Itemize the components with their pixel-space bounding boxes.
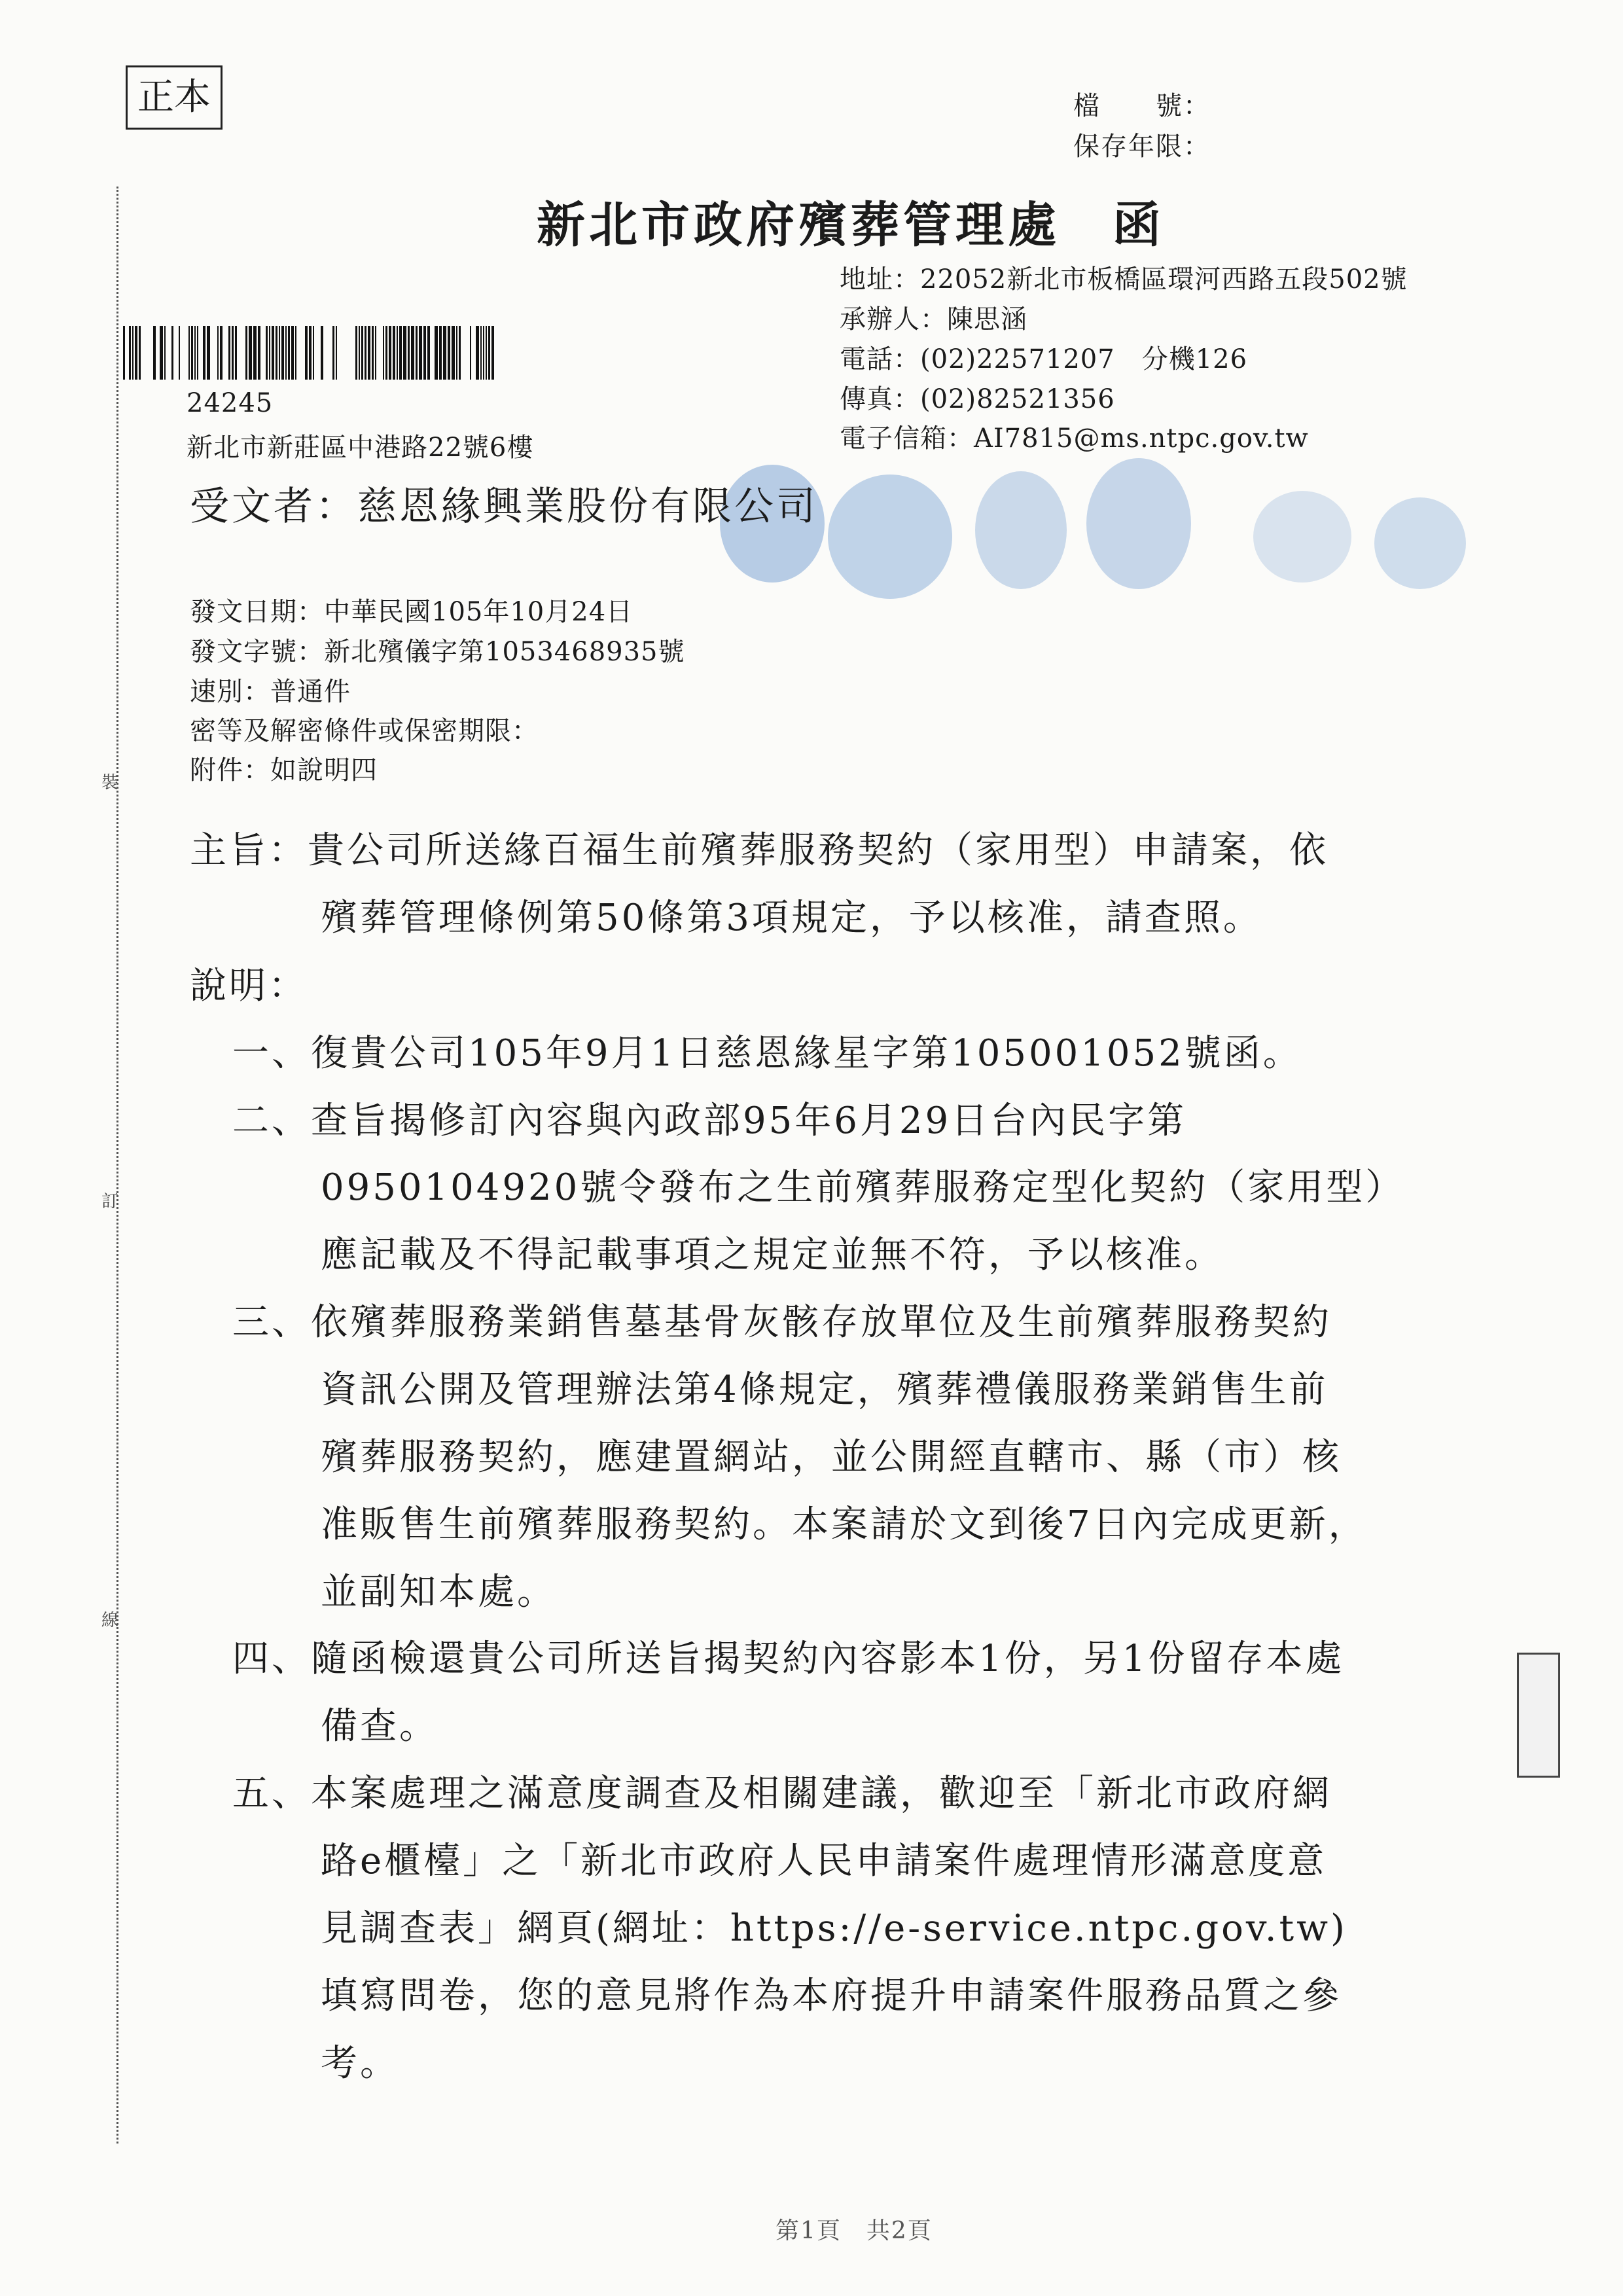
item-2-line-3: 應記載及不得記載事項之規定並無不符，予以核准。 [321,1234,1224,1276]
file-number-label: 檔 號： [1073,91,1211,121]
issue-date: 發文日期：中華民國105年10月24日 [190,597,633,627]
item-5-line-3: 見調查表」網頁(網址：https://e-service.ntpc.gov.tw) [321,1907,1347,1950]
item-5-line-2: 路e櫃檯」之「新北市政府人民申請案件處理情形滿意度意 [321,1840,1327,1882]
item-5-line-4: 填寫問卷，您的意見將作為本府提升申請案件服務品質之參 [321,1975,1342,2017]
item-4-line-2: 備查。 [321,1705,438,1748]
item-5-line-5: 考。 [321,2042,399,2085]
barcode [123,326,496,380]
side-seal-stamp [1517,1653,1560,1778]
document-title: 新北市政府殯葬管理處 函 [537,197,1165,253]
subject-line-2: 殯葬管理條例第50條第3項規定，予以核准，請查照。 [321,897,1262,939]
item-3-line-2: 資訊公開及管理辦法第4條規定，殯葬禮儀服務業銷售生前 [321,1369,1329,1411]
binding-line [116,187,118,2144]
fax-number: 傳真：(02)82521356 [840,384,1115,414]
page-number: 第1頁 共2頁 [776,2217,933,2244]
binding-mark-zhuang: 裝 [101,773,119,793]
recipient: 受文者：慈恩緣興業股份有限公司 [190,484,818,529]
item-3-line-4: 准販售生前殯葬服務契約。本案請於文到後7日內完成更新， [321,1503,1368,1546]
email-address: 電子信箱：AI7815@ms.ntpc.gov.tw [840,423,1309,454]
item-3-line-5: 並副知本處。 [321,1571,556,1613]
explanation-label: 說明： [190,965,308,1007]
binding-mark-ding: 訂 [101,1192,119,1211]
item-2-line-1: 二、查旨揭修訂內容與內政部95年6月29日台內民字第 [232,1100,1187,1142]
attachment: 附件：如說明四 [190,755,378,785]
retention-period-label: 保存年限： [1073,132,1211,162]
postal-code: 24245 [187,388,274,418]
phone-number: 電話：(02)22571207 分機126 [840,344,1248,374]
item-5-line-1: 五、本案處理之滿意度調查及相關建議，歡迎至「新北市政府網 [232,1772,1332,1815]
document-number: 發文字號：新北殯儀字第1053468935號 [190,637,685,667]
original-copy-label: 正本 [126,65,223,130]
sender-address: 地址：22052新北市板橋區環河西路五段502號 [840,264,1408,295]
recipient-address: 新北市新莊區中港路22號6樓 [187,433,534,463]
item-3-line-3: 殯葬服務契約，應建置網站，並公開經直轄市、縣（市）核 [321,1436,1342,1479]
secrecy-level: 密等及解密條件或保密期限： [190,716,539,746]
delivery-speed: 速別：普通件 [190,677,351,707]
item-4-line-1: 四、隨函檢還貴公司所送旨揭契約內容影本1份，另1份留存本處 [232,1638,1345,1680]
item-3-line-1: 三、依殯葬服務業銷售墓基骨灰骸存放單位及生前殯葬服務契約 [232,1301,1332,1344]
subject-line-1: 主旨：貴公司所送緣百福生前殯葬服務契約（家用型）申請案，依 [190,829,1329,872]
binding-mark-xian: 線 [101,1611,119,1630]
item-2-line-2: 0950104920號令發布之生前殯葬服務定型化契約（家用型） [321,1166,1405,1209]
item-1-line-1: 一、復貴公司105年9月1日慈恩緣星字第105001052號函。 [232,1032,1302,1075]
handler-name: 承辦人：陳思涵 [840,304,1027,334]
